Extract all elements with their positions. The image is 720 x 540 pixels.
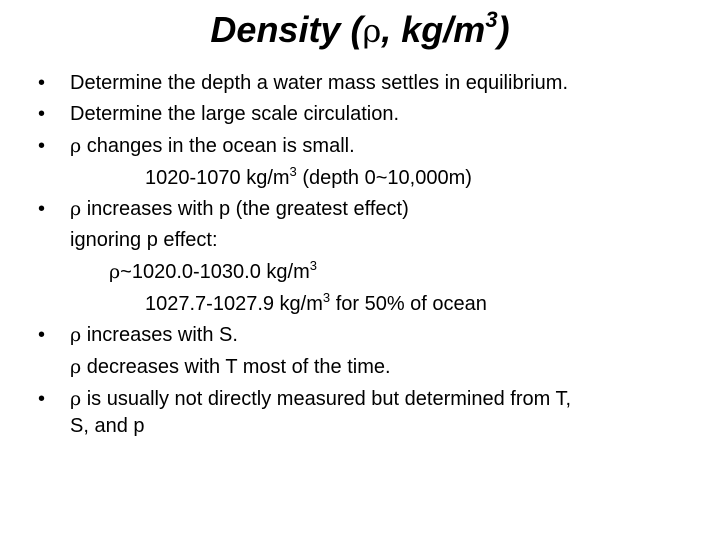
title-prefix: Density ( [210, 9, 363, 50]
title-suffix: ) [497, 9, 510, 50]
rho-symbol: ρ [70, 198, 82, 220]
sub-line-ignoring-p: ignoring p effect: [70, 229, 218, 251]
line-text: decreases with T most of the time. [81, 356, 391, 378]
line-text: increases with p (the greatest effect) [81, 198, 409, 220]
superscript: 3 [309, 258, 317, 273]
bullet-marker-4: • [38, 198, 46, 220]
bullet-text-4 [70, 197, 409, 221]
sub-line-ocean-percentage [145, 292, 487, 316]
line-text-suffix: for 50% of ocean [330, 293, 487, 315]
title-superscript: 3 [485, 7, 498, 32]
bullet-marker-5: • [38, 324, 46, 346]
bullet-marker-3: • [38, 135, 46, 157]
bullet-marker-2: • [38, 103, 46, 125]
line-text-prefix: 1020-1070 kg/m [145, 167, 290, 189]
bullet-text-6 [70, 387, 571, 411]
rho-symbol: ρ [70, 356, 82, 378]
bullet-text-6-continuation: S, and p [70, 415, 145, 437]
slide-title [0, 8, 720, 53]
title-mid: , kg/m [381, 9, 486, 50]
bullet-text-3 [70, 134, 355, 158]
rho-symbol: ρ [109, 261, 121, 283]
line-text-suffix: (depth 0~10,000m) [296, 167, 472, 189]
rho-symbol: ρ [70, 324, 82, 346]
sub-line-density-range [145, 166, 472, 190]
line-text-prefix: ~1020.0-1030.0 kg/m [120, 261, 310, 283]
sub-line-rho-range [109, 260, 317, 284]
bullet-text-1: Determine the depth a water mass settles in equilibrium. [70, 72, 569, 94]
line-text: increases with S. [81, 324, 238, 346]
sub-line-temperature [70, 355, 391, 379]
line-text: is usually not directly measured but determined from T, [81, 388, 572, 410]
bullet-text-5 [70, 323, 238, 347]
line-text: changes in the ocean is small. [81, 135, 355, 157]
bullet-text-2: Determine the large scale circulation. [70, 103, 400, 125]
title-rho-symbol: ρ [362, 12, 382, 50]
superscript: 3 [322, 290, 331, 305]
line-text-prefix: 1027.7-1027.9 kg/m [145, 293, 323, 315]
superscript: 3 [289, 164, 297, 179]
rho-symbol: ρ [70, 388, 82, 410]
bullet-marker-1: • [38, 72, 46, 94]
rho-symbol: ρ [70, 135, 82, 157]
bullet-marker-6: • [38, 388, 46, 410]
